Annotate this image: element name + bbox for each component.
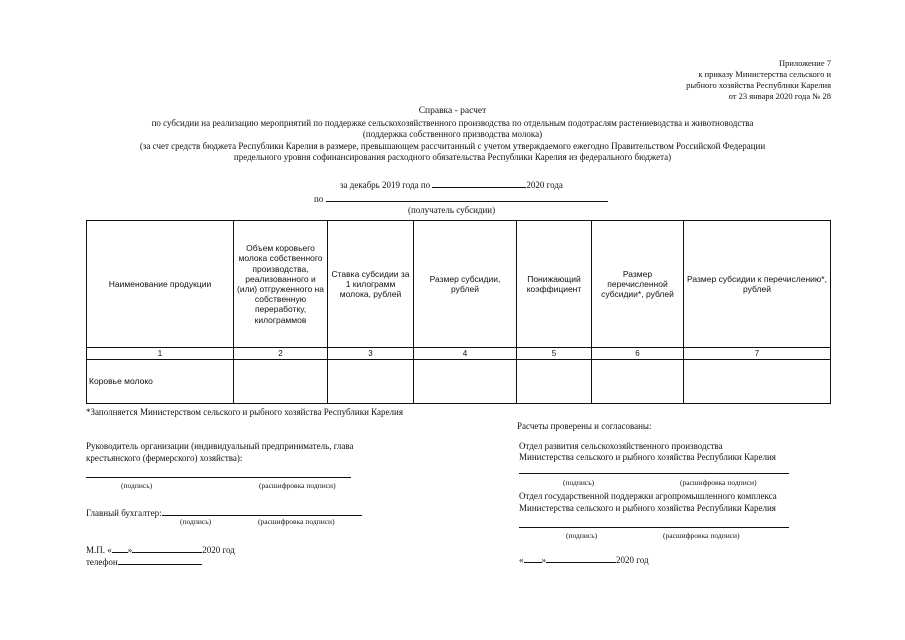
right-date-line [519,553,649,566]
period-suffix: 2020 года [526,180,563,190]
head-decode-caption: (расшифровка подписи) [259,481,336,490]
stamp-label: М.П. « [86,545,112,555]
appendix-block [686,58,831,102]
subsidy-table [86,220,831,404]
header-cell: Размер субсидии к перечислению*, рублей [684,221,831,348]
dept2-line-2: Министерства сельского и рыбного хозяйства Республики Карелия [519,503,776,513]
dept2-line-1: Отдел государственной поддержки агропромышленного комплекса [519,491,777,501]
appendix-line-1: Приложение 7 [779,58,831,68]
head-label-line-1: Руководитель организации (индивидуальный предприниматель, глава [86,441,354,451]
header-cell: Ставка субсидии за 1 килограмм молока, рублей [328,221,414,348]
appendix-line-3: рыбного хозяйства Республики Карелия [686,80,831,90]
column-number: 2 [234,348,328,360]
header-cell: Понижающий коэффициент [517,221,592,348]
dept1-sign-caption: (подпись) [563,478,595,487]
head-signature-line[interactable] [86,472,351,478]
heading-line-3: (за счет средств бюджета Республики Карелия в размере, превышающем рассчитанный с учетом утверждаемого ежегодно Правительством Российской Федерации [139,141,766,151]
table-header-row [87,221,831,348]
accountant-label: Главный бухгалтер: [86,508,162,518]
header-cell: Объем коровьего молока собственного производства, реализованного и (или) отгруженного на собственную переработку, килограммов [234,221,328,348]
appendix-line-4: от 23 января 2020 года № 28 [728,91,831,101]
product-name-cell: Коровье молоко [87,360,234,404]
right-month-blank[interactable] [546,553,616,563]
footnote: *Заполняется Министерством сельского и рыбного хозяйства Республики Карелия [86,407,403,417]
right-date-year: 2020 год [616,555,649,565]
document-title: Справка - расчет [418,106,487,116]
column-number: 6 [592,348,684,360]
stamp-quote-close: » [127,545,133,555]
phone-label: телефон [86,557,118,567]
recipient-caption: (получатель субсидии) [408,205,496,215]
accountant-decode-caption: (расшифровка подписи) [258,517,335,526]
to-transfer-cell[interactable] [684,360,831,404]
heading-line-4: предельного уровня софинансирования расходного обязательства Республики Карелия из федерального бюджета) [233,152,672,162]
period-date-blank[interactable] [432,178,526,188]
recipient-line [314,192,608,205]
heading-line-2: (поддержка собственного призводства молока) [362,129,543,139]
checked-label: Расчеты проверены и согласованы: [517,421,652,431]
period-line [340,178,563,191]
table-number-row [87,348,831,360]
phone-blank[interactable] [118,555,202,565]
dept1-line-2: Министерства сельского и рыбного хозяйства Республики Карелия [519,452,776,462]
right-day-blank[interactable] [524,553,542,563]
stamp-year: 2020 год [202,545,235,555]
dept1-decode-caption: (расшифровка подписи) [680,478,757,487]
head-sign-caption: (подпись) [121,481,153,490]
period-prefix: за декабрь 2019 года по [340,180,431,190]
right-date-close: » [541,555,546,565]
column-number: 4 [414,348,517,360]
column-number: 1 [87,348,234,360]
dept2-decode-caption: (расшифровка подписи) [663,531,740,540]
column-number: 5 [517,348,592,360]
appendix-line-2: к приказу Министерства сельского и [698,69,831,79]
transferred-cell[interactable] [592,360,684,404]
right-date-open: « [519,555,524,565]
phone-line [86,555,202,568]
column-number: 3 [328,348,414,360]
dept2-sign-caption: (подпись) [566,531,598,540]
head-label-line-2: крестьянского (фермерского) хозяйства): [86,453,243,463]
column-number: 7 [684,348,831,360]
dept2-signature-line[interactable] [519,522,789,528]
rate-cell[interactable] [328,360,414,404]
subsidy-size-cell[interactable] [414,360,517,404]
stamp-date-line [86,543,235,556]
accountant-signature-line[interactable] [162,506,362,516]
recipient-blank[interactable] [326,192,608,202]
header-cell: Размер субсидии, рублей [414,221,517,348]
stamp-month-blank[interactable] [132,543,202,553]
recipient-po: по [314,194,324,204]
volume-cell[interactable] [234,360,328,404]
stamp-day-blank[interactable] [112,543,128,553]
header-cell: Размер перечисленной субсидии*, рублей [592,221,684,348]
accountant-sign-caption: (подпись) [180,517,212,526]
coefficient-cell[interactable] [517,360,592,404]
header-cell: Наименование продукции [87,221,234,348]
dept1-signature-line[interactable] [519,468,789,474]
table-row [87,360,831,404]
dept1-line-1: Отдел развития сельскохозяйственного производства [519,441,723,451]
heading-line-1: по субсидии на реализацию мероприятий по поддержке сельскохозяйственного производства по отдельным подотраслям растениеводства и животноводства [151,118,754,128]
